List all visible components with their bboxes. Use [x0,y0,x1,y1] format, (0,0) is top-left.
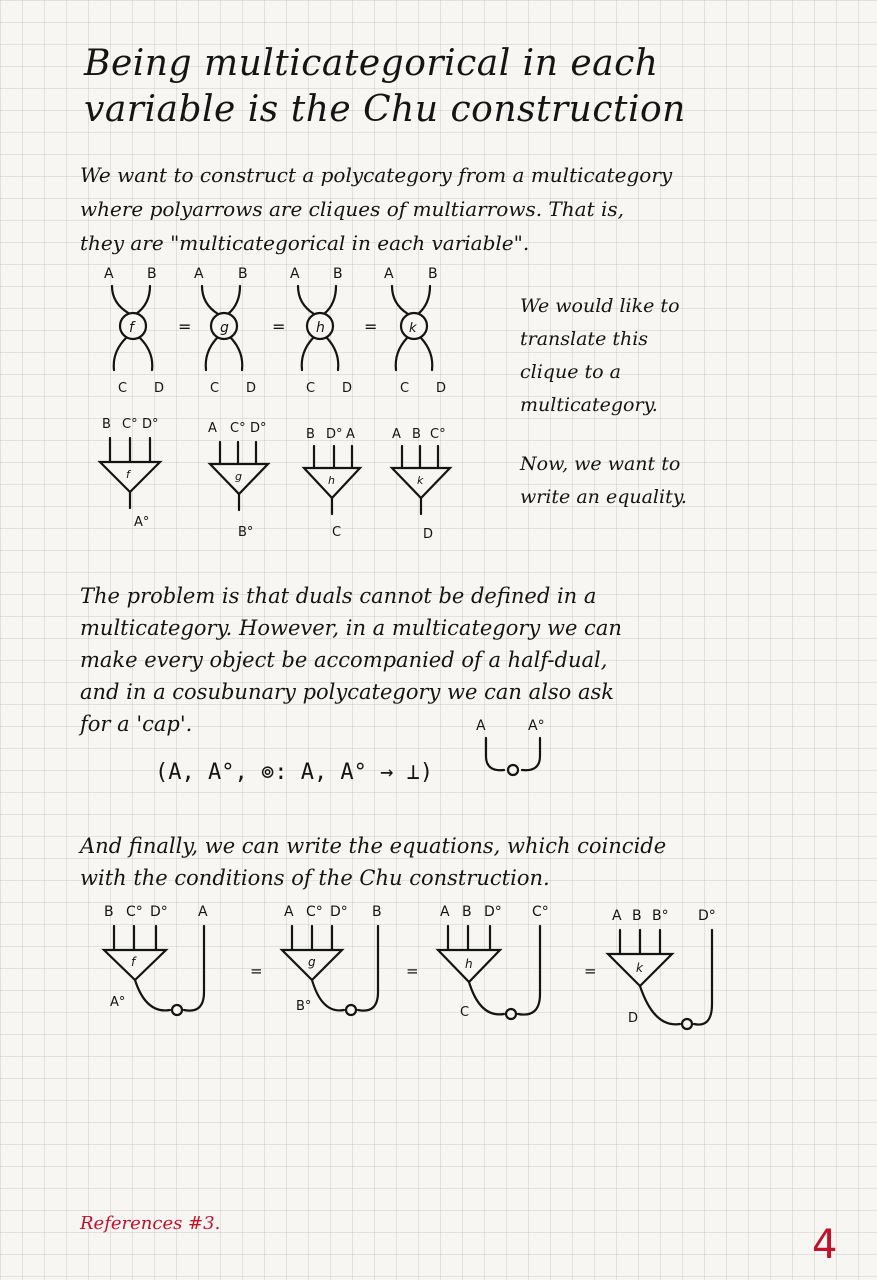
page-title-line-1: Being multicategorical in each [84,43,659,84]
equals-1: = [178,317,192,336]
svg-text:C°: C° [126,904,143,920]
chu-equals-3: = [584,962,597,980]
equals-2: = [272,317,286,336]
svg-text:C°: C° [230,421,246,436]
svg-text:A: A [284,904,294,920]
svg-text:B: B [372,904,382,920]
intro-line-3: they are "multicategorical in each variable". [80,231,530,255]
label-output-c: C [118,381,128,396]
svg-text:C: C [210,381,220,396]
problem-line-3: make every object be accompanied of a half-dual, [80,648,608,672]
svg-text:h: h [316,320,325,336]
svg-text:k: k [636,961,643,975]
finally-paragraph [80,830,800,894]
svg-text:D°: D° [150,904,168,920]
svg-text:C°: C° [532,904,549,920]
chu-item-f [104,904,208,1015]
side-line-3: clique to a [520,361,621,383]
svg-text:B: B [632,908,642,924]
side-note [520,290,680,422]
svg-text:D°: D° [250,421,267,436]
intro-paragraph [80,158,800,260]
chu-item-k [608,908,716,1029]
fan-h [304,427,360,540]
svg-text:D: D [423,527,434,542]
chu-f-cap [172,1005,182,1015]
node-f-label: f [129,320,134,336]
fan-diagram [96,412,476,542]
svg-text:C°: C° [306,904,323,920]
references-note: References #3. [80,1213,221,1234]
svg-text:C°: C° [122,417,138,432]
side-line-1: We would like to [520,295,680,317]
page-title-line-2: variable is the Chu construction [84,89,686,130]
svg-text:D°: D° [330,904,348,920]
finally-line-2: with the conditions of the Chu construction. [80,866,550,890]
intro-line-1: We want to construct a polycategory from a multicategory [80,163,673,187]
chu-equations-diagram [100,896,740,1036]
svg-text:A: A [440,904,450,920]
page-number: 4 [812,1222,838,1268]
clique-node-h-diagram [290,266,352,396]
svg-text:B: B [333,266,343,282]
svg-text:C: C [306,381,316,396]
svg-text:h: h [328,474,335,487]
svg-text:B: B [102,417,111,432]
svg-text:D: D [342,381,353,396]
label-input-a: A [104,266,114,282]
intro-line-2: where polyarrows are cliques of multiarrows. That is, [80,197,624,221]
side-line-2: translate this [520,328,649,350]
chu-item-g [282,904,382,1015]
chu-k-cap [682,1019,692,1029]
problem-line-1: The problem is that duals cannot be defined in a [80,584,597,608]
svg-text:B°: B° [652,908,669,924]
equals-3: = [364,317,378,336]
svg-text:B: B [306,427,315,442]
side-line-6: write an equality. [520,486,687,508]
chu-h-cap [506,1009,516,1019]
fan-k [392,427,450,542]
svg-text:A: A [346,427,355,442]
fan-f-triangle [100,462,160,492]
problem-line-5: for a 'cap'. [80,712,193,736]
svg-text:A: A [198,904,208,920]
svg-text:C: C [332,525,342,540]
cap-label-a-dual: A° [528,718,545,734]
svg-text:f: f [126,468,130,481]
problem-line-4: and in a cosubunary polycategory we can also ask [80,680,614,704]
svg-text:B: B [428,266,438,282]
svg-text:D°: D° [326,427,343,442]
svg-text:B°: B° [296,999,312,1014]
chu-item-h [438,904,549,1020]
clique-node-f-diagram [104,266,164,396]
svg-text:B: B [104,904,114,920]
clique-diagram [90,262,470,402]
cap-node [508,765,518,775]
finally-line-1: And finally, we can write the equations, which coincide [80,834,667,858]
svg-text:B: B [412,427,421,442]
svg-text:k: k [417,474,424,487]
side-note-2 [520,448,687,514]
svg-text:C: C [400,381,410,396]
clique-node-k-diagram [384,266,446,396]
label-input-b: B [147,266,157,282]
clique-node-g-diagram [194,266,256,396]
svg-text:A: A [208,421,217,436]
fan-f [100,417,160,530]
svg-text:A°: A° [134,515,150,530]
side-line-4: multicategory. [520,394,658,416]
svg-text:g: g [308,955,316,969]
fan-g [208,421,268,540]
cap-diagram [470,712,560,782]
svg-text:A: A [612,908,622,924]
chu-equals-2: = [406,962,419,980]
svg-text:B: B [238,266,248,282]
svg-text:D: D [436,381,447,396]
svg-text:h: h [465,957,473,971]
label-output-d: D [154,381,165,396]
svg-text:A: A [290,266,300,282]
svg-text:C°: C° [430,427,446,442]
svg-text:A°: A° [110,995,126,1010]
svg-text:g: g [220,320,229,336]
svg-text:A: A [194,266,204,282]
cap-tuple: (A, A°, ⊚: A, A° → ⊥) [155,760,434,785]
svg-text:B°: B° [238,525,254,540]
svg-text:B: B [462,904,472,920]
svg-text:D: D [246,381,257,396]
svg-text:A: A [384,266,394,282]
problem-line-2: multicategory. However, in a multicategory we can [80,616,622,640]
svg-text:A: A [392,427,401,442]
svg-text:k: k [409,321,417,336]
svg-text:D°: D° [698,908,716,924]
side-line-5: Now, we want to [520,453,681,475]
cap-label-a: A [476,718,486,734]
svg-text:D: D [628,1011,639,1026]
chu-g-cap [346,1005,356,1015]
problem-paragraph [80,580,800,740]
svg-text:g: g [235,470,242,483]
chu-equals-1: = [250,962,263,980]
svg-text:C: C [460,1005,470,1020]
svg-text:D°: D° [484,904,502,920]
svg-text:f: f [131,955,136,969]
svg-text:D°: D° [142,417,159,432]
